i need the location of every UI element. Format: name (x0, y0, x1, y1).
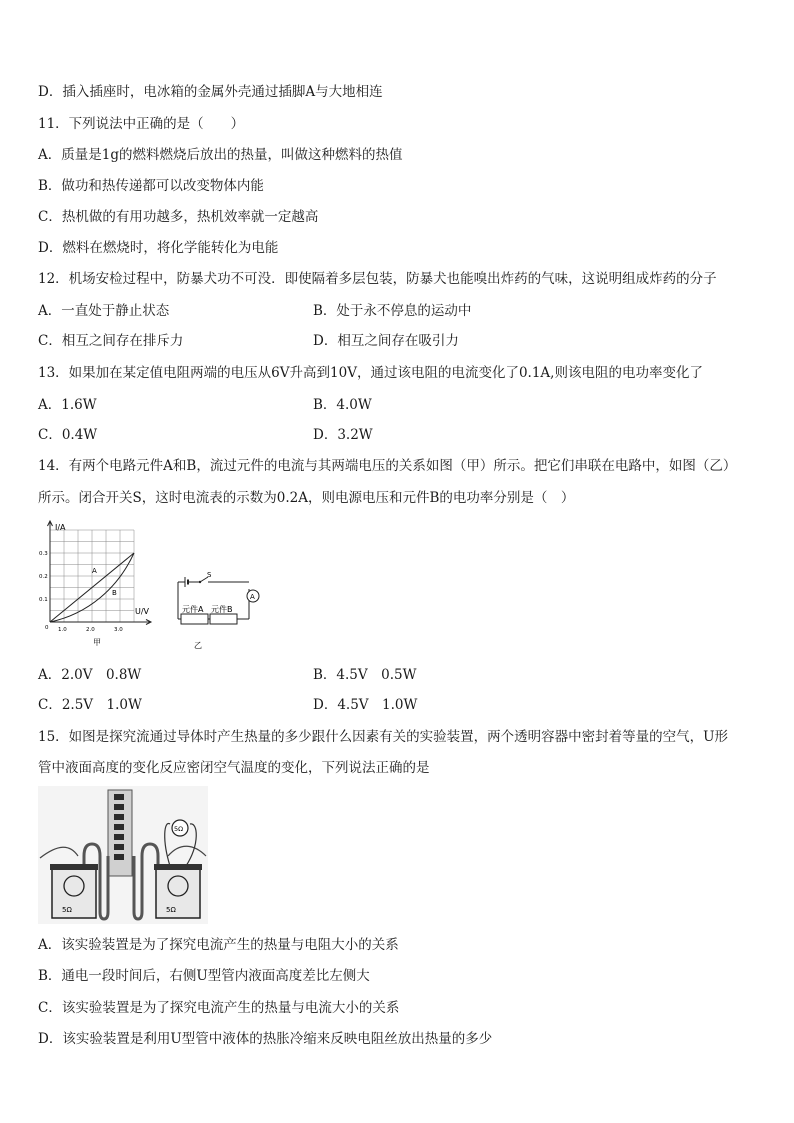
q12-option-d: D．相互之间存在吸引力 (313, 333, 459, 349)
element-b-label: 元件B (211, 605, 233, 614)
left-resistor-label: 5Ω (62, 906, 72, 914)
lid-right (154, 864, 202, 870)
switch-contact (199, 581, 201, 583)
ammeter-label: A (250, 593, 255, 601)
q13-option-d: D．3.2W (313, 427, 373, 443)
ytick-label: 0.3 (39, 551, 48, 557)
graph-xlabel: U/V (135, 607, 150, 616)
q12-stem: 12．机场安检过程中，防暴犬功不可没．即使隔着多层包装，防暴犬也能嗅出炸药的气味，这说明组成炸药的分子 (38, 271, 717, 287)
q11-option-c: C．热机做的有用功越多，热机效率就一定越高 (38, 209, 319, 225)
joule-heating-apparatus (38, 786, 208, 924)
right-resistor-label: 5Ω (166, 906, 176, 914)
q14-option-c: C．2.5V 1.0W (38, 697, 142, 713)
ytick-label: 0.2 (39, 574, 48, 580)
lid-left (50, 864, 98, 870)
iu-graph (36, 518, 156, 650)
q15-option-c: C．该实验装置是为了探究电流产生的热量与电流大小的关系 (38, 1000, 400, 1016)
q15-option-d: D．该实验装置是利用U型管中液体的热胀冷缩来反映电阻丝放出热量的多少 (38, 1031, 493, 1047)
q13-option-c: C．0.4W (38, 427, 98, 443)
circuit-caption: 乙 (194, 641, 202, 650)
q14-option-d: D．4.5V 1.0W (313, 697, 418, 713)
graph-caption: 甲 (93, 638, 101, 647)
q12-option-c: C．相互之间存在排斥力 (38, 333, 184, 349)
q11-stem: 11．下列说法中正确的是（ ） (38, 116, 245, 132)
q14-stem-line1: 14．有两个电路元件A和B，流过元件的电流与其两端电压的关系如图（甲）所示。把它们串联在电路中，如图（乙） (38, 458, 737, 474)
q13-option-a: A．1.6W (38, 397, 97, 413)
q15-option-b: B．通电一段时间后，右侧U型管内液面高度差比左侧大 (38, 968, 370, 984)
graph-grid (50, 530, 134, 622)
q14-stem-line2: 所示。闭合开关S，这时电流表的示数为0.2A，则电源电压和元件B的电功率分别是（ ） (38, 490, 575, 506)
scale-board (108, 790, 132, 876)
series-circuit (172, 566, 268, 652)
q14-option-a: A．2.0V 0.8W (38, 667, 142, 683)
q15-stem-line2: 管中液面高度的变化反应密闭空气温度的变化，下列说法正确的是 (38, 760, 430, 776)
q14-option-b: B．4.5V 0.5W (313, 667, 417, 683)
q13-stem: 13．如果加在某定值电阻两端的电压从6V升高到10V，通过该电阻的电流变化了0.1A,则该电阻的电功率变化了 (38, 365, 703, 381)
q11-option-d: D．燃料在燃烧时，将化学能转化为电能 (38, 240, 279, 256)
q13-option-b: B．4.0W (313, 397, 372, 413)
q11-option-a: A．质量是1g的燃料燃烧后放出的热量，叫做这种燃料的热值 (38, 147, 403, 163)
q15-option-a: A．该实验装置是为了探究电流产生的热量与电阻大小的关系 (38, 937, 399, 953)
container-right (156, 866, 200, 918)
q10-option-d: D．插入插座时，电冰箱的金属外壳通过插脚A与大地相连 (38, 84, 383, 100)
element-a-box (181, 614, 208, 624)
ytick-label: 0.1 (39, 597, 48, 603)
xtick-label: 1.0 (58, 627, 67, 633)
q11-option-b: B．做功和热传递都可以改变物体内能 (38, 178, 264, 194)
container-left (52, 866, 96, 918)
curve-b-label: B (112, 589, 117, 597)
graph-ylabel: I/A (55, 523, 66, 532)
element-b-box (210, 614, 237, 624)
curve-a-label: A (92, 567, 97, 575)
outer-resistor-label: 5Ω (174, 825, 184, 833)
q12-option-b: B．处于永不停息的运动中 (313, 303, 472, 319)
switch-label: S (207, 571, 212, 579)
element-a-label: 元件A (182, 605, 204, 614)
q15-stem-line1: 15．如图是探究流通过导体时产生热量的多少跟什么因素有关的实验装置，两个透明容器中密封着等量的空气，U形 (38, 729, 729, 745)
origin-label: 0 (45, 625, 49, 631)
q12-option-a: A．一直处于静止状态 (38, 303, 170, 319)
xtick-label: 2.0 (86, 627, 95, 633)
xtick-label: 3.0 (114, 627, 123, 633)
